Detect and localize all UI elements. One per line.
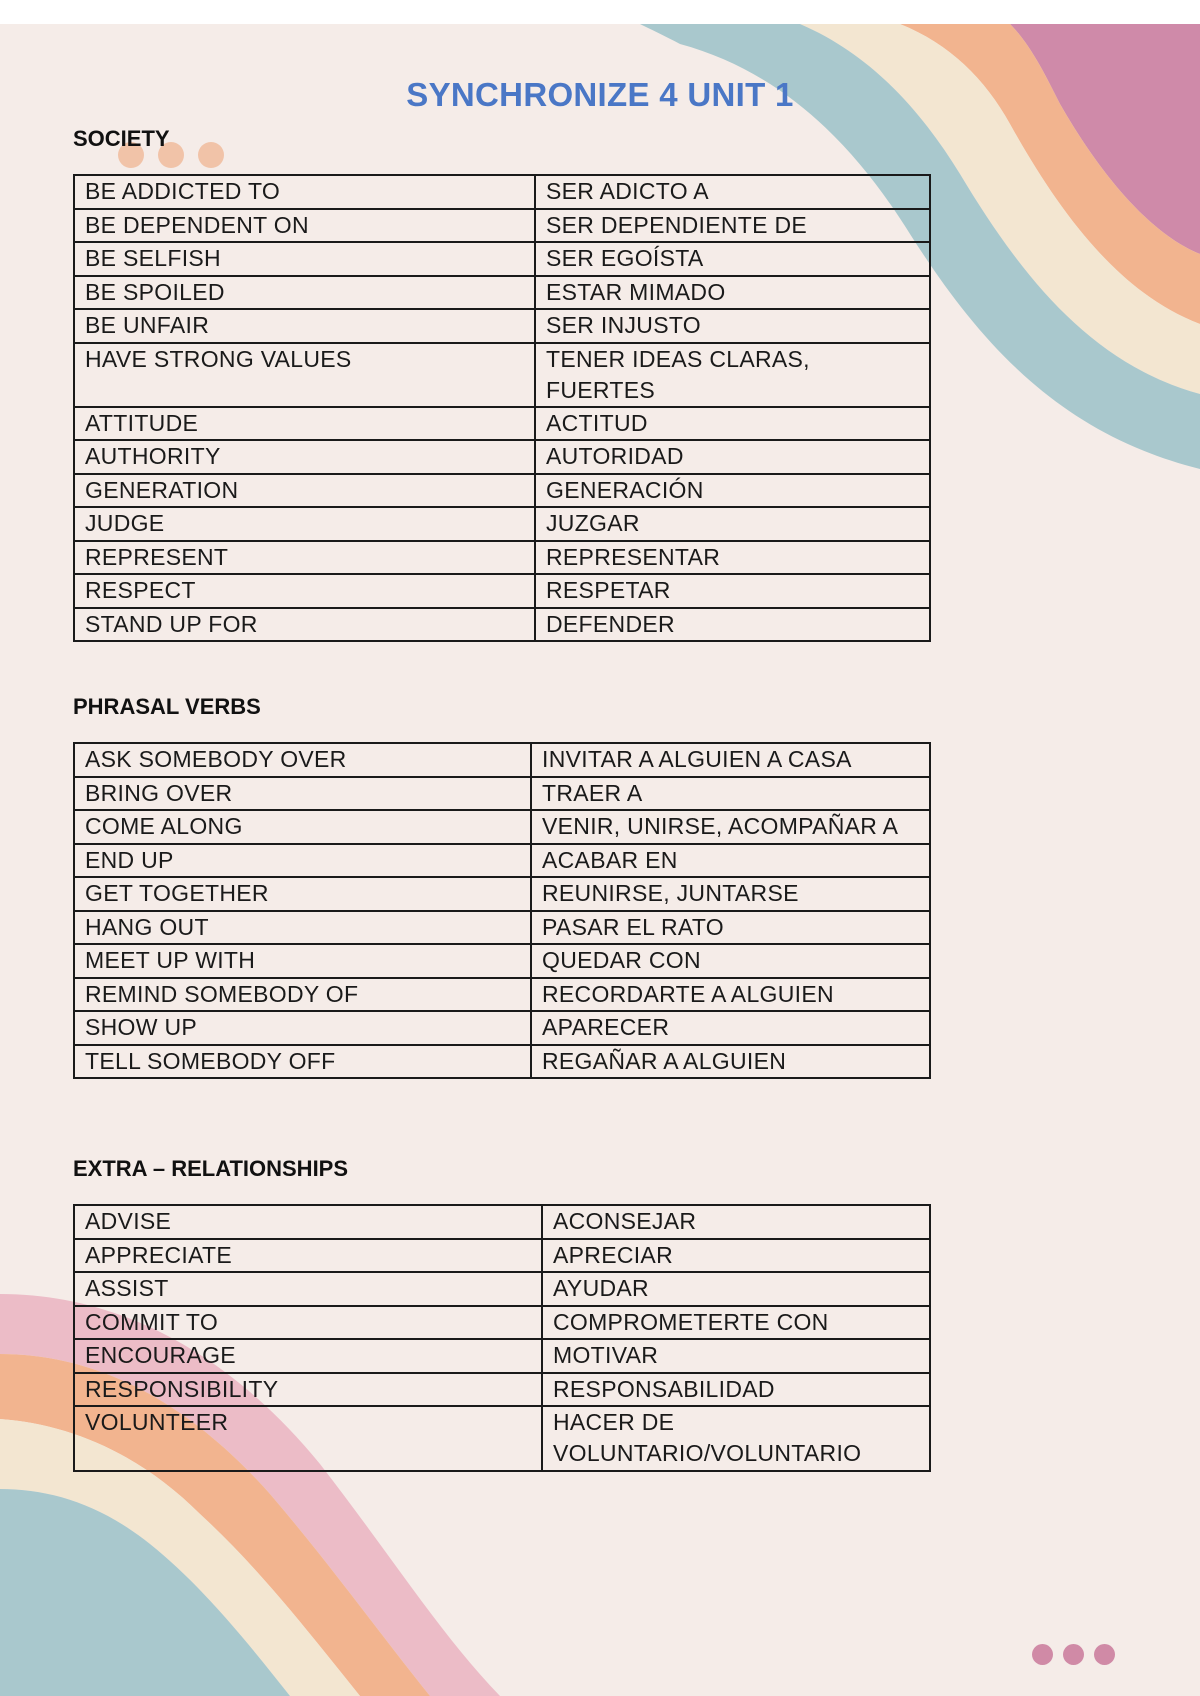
table-row bbox=[74, 507, 930, 541]
english-term-cell: ADVISE bbox=[74, 1205, 542, 1239]
dot bbox=[1032, 1644, 1053, 1665]
table-row bbox=[74, 1011, 930, 1045]
spanish-translation-cell: SER ADICTO A bbox=[535, 175, 930, 209]
english-term-cell: APPRECIATE bbox=[74, 1239, 542, 1273]
table-row bbox=[74, 1272, 930, 1306]
english-term-cell: HAVE STRONG VALUES bbox=[74, 343, 535, 407]
table-row bbox=[74, 777, 930, 811]
table-row bbox=[74, 407, 930, 441]
spanish-translation-cell: COMPROMETERTE CON bbox=[542, 1306, 930, 1340]
english-term-cell: BE DEPENDENT ON bbox=[74, 209, 535, 243]
table-row bbox=[74, 944, 930, 978]
english-term-cell: BE UNFAIR bbox=[74, 309, 535, 343]
spanish-translation-cell: AUTORIDAD bbox=[535, 440, 930, 474]
english-term-cell: GET TOGETHER bbox=[74, 877, 531, 911]
english-term-cell: MEET UP WITH bbox=[74, 944, 531, 978]
english-term-cell: RESPECT bbox=[74, 574, 535, 608]
table-row bbox=[74, 343, 930, 407]
table-row bbox=[74, 474, 930, 508]
table-row bbox=[74, 276, 930, 310]
spanish-translation-cell: DEFENDER bbox=[535, 608, 930, 642]
table-row bbox=[74, 1239, 930, 1273]
english-term-cell: ASK SOMEBODY OVER bbox=[74, 743, 531, 777]
english-term-cell: ASSIST bbox=[74, 1272, 542, 1306]
page-title: SYNCHRONIZE 4 UNIT 1 bbox=[406, 76, 794, 113]
table-row bbox=[74, 844, 930, 878]
table-row bbox=[74, 1373, 930, 1407]
english-term-cell: REPRESENT bbox=[74, 541, 535, 575]
spanish-translation-cell: RECORDARTE A ALGUIEN bbox=[531, 978, 930, 1012]
english-term-cell: COMMIT TO bbox=[74, 1306, 542, 1340]
spanish-translation-cell: REUNIRSE, JUNTARSE bbox=[531, 877, 930, 911]
vocab-table-society bbox=[73, 174, 931, 642]
spanish-translation-cell: GENERACIÓN bbox=[535, 474, 930, 508]
spanish-translation-cell: JUZGAR bbox=[535, 507, 930, 541]
english-term-cell: AUTHORITY bbox=[74, 440, 535, 474]
spanish-translation-cell: RESPETAR bbox=[535, 574, 930, 608]
dot bbox=[198, 142, 224, 168]
english-term-cell: TELL SOMEBODY OFF bbox=[74, 1045, 531, 1079]
table-row bbox=[74, 209, 930, 243]
table-row bbox=[74, 877, 930, 911]
section-heading-relationships: EXTRA – RELATIONSHIPS bbox=[73, 1156, 349, 1181]
table-row bbox=[74, 743, 930, 777]
spanish-translation-cell: HACER DE VOLUNTARIO/VOLUNTARIO bbox=[542, 1406, 930, 1471]
spanish-translation-cell: SER INJUSTO bbox=[535, 309, 930, 343]
english-term-cell: RESPONSIBILITY bbox=[74, 1373, 542, 1407]
section-heading-society: SOCIETY bbox=[73, 126, 170, 151]
spanish-translation-cell: PASAR EL RATO bbox=[531, 911, 930, 945]
english-term-cell: END UP bbox=[74, 844, 531, 878]
spanish-translation-cell: TRAER A bbox=[531, 777, 930, 811]
table-row bbox=[74, 309, 930, 343]
english-term-cell: SHOW UP bbox=[74, 1011, 531, 1045]
english-term-cell: BE SELFISH bbox=[74, 242, 535, 276]
english-term-cell: BRING OVER bbox=[74, 777, 531, 811]
english-term-cell: GENERATION bbox=[74, 474, 535, 508]
spanish-translation-cell: AYUDAR bbox=[542, 1272, 930, 1306]
table-row bbox=[74, 541, 930, 575]
dot bbox=[1094, 1644, 1115, 1665]
english-term-cell: BE ADDICTED TO bbox=[74, 175, 535, 209]
spanish-translation-cell: SER DEPENDIENTE DE bbox=[535, 209, 930, 243]
table-row bbox=[74, 978, 930, 1012]
spanish-translation-cell: SER EGOÍSTA bbox=[535, 242, 930, 276]
english-term-cell: ATTITUDE bbox=[74, 407, 535, 441]
vocab-table-relationships bbox=[73, 1204, 931, 1472]
spanish-translation-cell: REGAÑAR A ALGUIEN bbox=[531, 1045, 930, 1079]
section-heading-phrasal-verbs: PHRASAL VERBS bbox=[73, 694, 261, 719]
english-term-cell: STAND UP FOR bbox=[74, 608, 535, 642]
spanish-translation-cell: REPRESENTAR bbox=[535, 541, 930, 575]
spanish-translation-cell: VENIR, UNIRSE, ACOMPAÑAR A bbox=[531, 810, 930, 844]
table-row bbox=[74, 440, 930, 474]
english-term-cell: HANG OUT bbox=[74, 911, 531, 945]
document-page bbox=[0, 24, 1200, 1696]
vocab-table-phrasal-verbs bbox=[73, 742, 931, 1079]
english-term-cell: JUDGE bbox=[74, 507, 535, 541]
english-term-cell: VOLUNTEER bbox=[74, 1406, 542, 1471]
spanish-translation-cell: APRECIAR bbox=[542, 1239, 930, 1273]
spanish-translation-cell: APARECER bbox=[531, 1011, 930, 1045]
english-term-cell: REMIND SOMEBODY OF bbox=[74, 978, 531, 1012]
spanish-translation-cell: ACONSEJAR bbox=[542, 1205, 930, 1239]
spanish-translation-cell: INVITAR A ALGUIEN A CASA bbox=[531, 743, 930, 777]
table-row bbox=[74, 242, 930, 276]
spanish-translation-cell: QUEDAR CON bbox=[531, 944, 930, 978]
spanish-translation-cell: TENER IDEAS CLARAS, FUERTES bbox=[535, 343, 930, 407]
dot bbox=[1063, 1644, 1084, 1665]
table-row bbox=[74, 1339, 930, 1373]
table-row bbox=[74, 810, 930, 844]
english-term-cell: ENCOURAGE bbox=[74, 1339, 542, 1373]
table-row bbox=[74, 1306, 930, 1340]
spanish-translation-cell: ESTAR MIMADO bbox=[535, 276, 930, 310]
table-row bbox=[74, 574, 930, 608]
table-row bbox=[74, 1406, 930, 1471]
table-row bbox=[74, 1045, 930, 1079]
english-term-cell: BE SPOILED bbox=[74, 276, 535, 310]
spanish-translation-cell: ACABAR EN bbox=[531, 844, 930, 878]
table-row bbox=[74, 911, 930, 945]
table-row bbox=[74, 608, 930, 642]
table-row bbox=[74, 1205, 930, 1239]
english-term-cell: COME ALONG bbox=[74, 810, 531, 844]
spanish-translation-cell: MOTIVAR bbox=[542, 1339, 930, 1373]
spanish-translation-cell: RESPONSABILIDAD bbox=[542, 1373, 930, 1407]
table-row bbox=[74, 175, 930, 209]
spanish-translation-cell: ACTITUD bbox=[535, 407, 930, 441]
